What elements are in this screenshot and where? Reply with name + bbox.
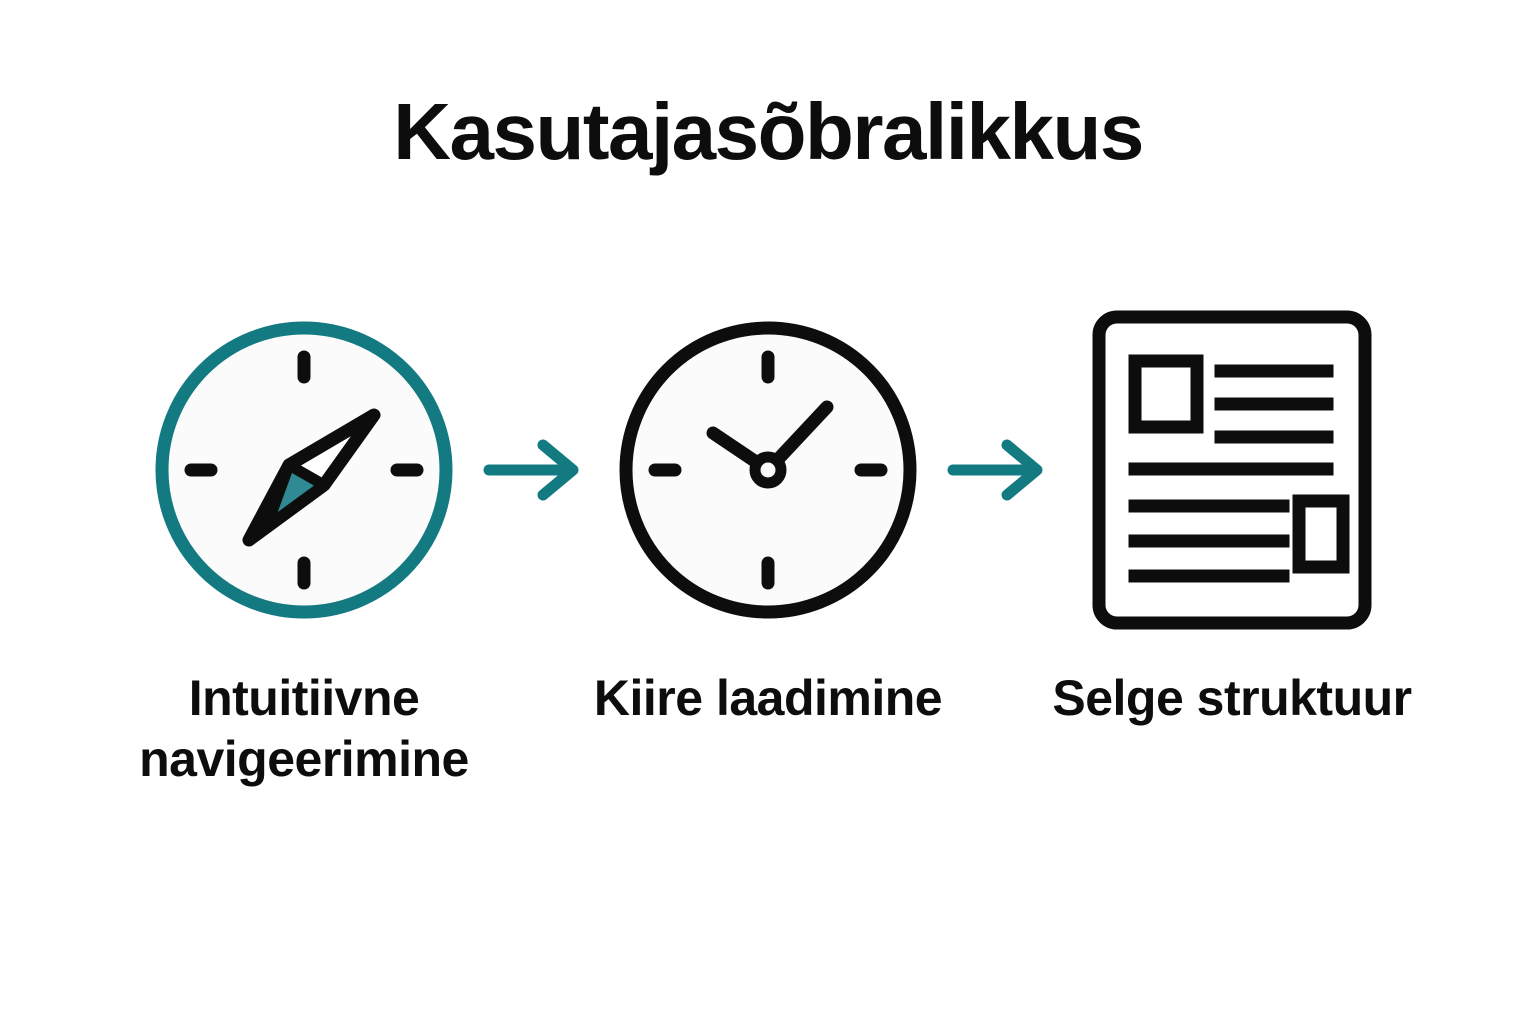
page-title: Kasutajasõbralikkus <box>393 87 1143 176</box>
compass-icon-container <box>149 300 459 640</box>
process-flow <box>0 300 1536 790</box>
document-icon-container <box>1087 300 1377 640</box>
flow-step-clear-structure <box>1032 300 1432 729</box>
flow-step-label: Intuitiivne navigeerimine <box>139 670 469 787</box>
flow-step-intuitive-navigation <box>104 300 504 790</box>
clock-icon-container <box>613 300 923 640</box>
flow-step-label: Selge struktuur <box>1052 670 1412 726</box>
compass-icon <box>149 315 459 625</box>
document-icon <box>1087 305 1377 635</box>
clock-icon <box>613 315 923 625</box>
flow-step-label: Kiire laadimine <box>593 670 943 726</box>
flow-step-fast-loading <box>568 300 968 729</box>
